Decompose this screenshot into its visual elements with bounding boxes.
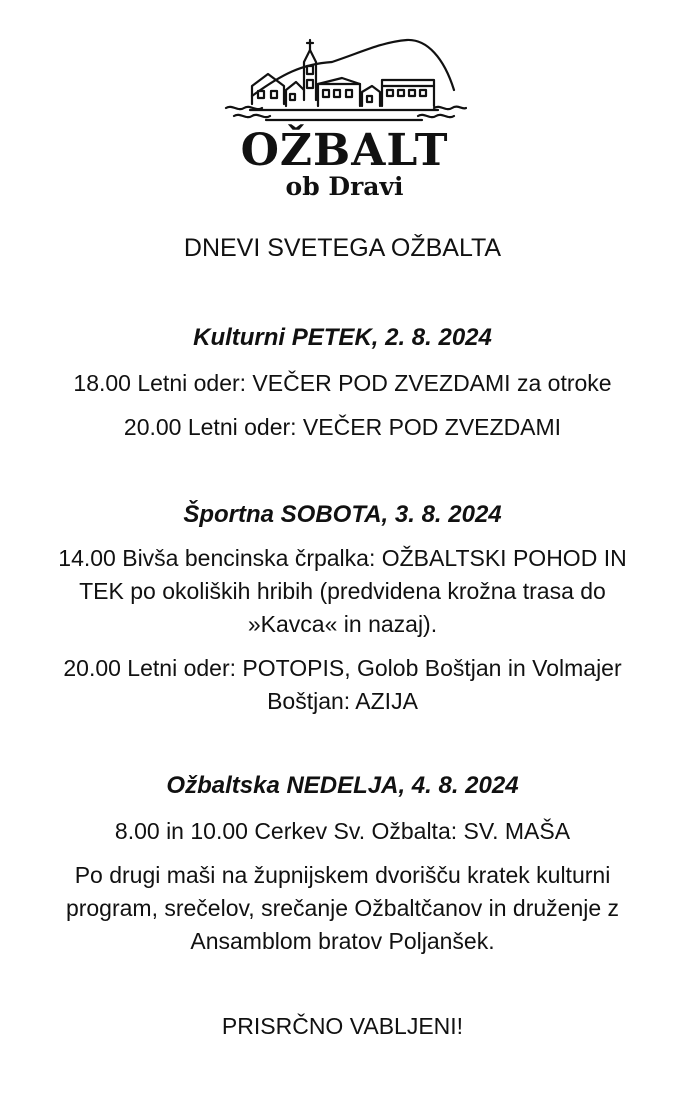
day-heading-sunday: Ožbaltska NEDELJA, 4. 8. 2024 [166, 772, 519, 799]
day-heading-friday: Kulturni PETEK, 2. 8. 2024 [193, 324, 492, 351]
page-title: DNEVI SVETEGA OŽBALTA [183, 234, 502, 262]
event-line: program, srečelov, srečanje Ožbaltčanov in druženje z [65, 895, 620, 921]
logo [222, 34, 467, 209]
event-line: Ansamblom bratov Poljanšek. [190, 928, 495, 954]
event-line: »Kavca« in nazaj). [247, 611, 438, 637]
event-line: 18.00 Letni oder: VEČER POD ZVEZDAMI za otroke [73, 370, 612, 396]
logo-subtitle: ob Dravi [285, 172, 404, 201]
event-line: 8.00 in 10.00 Cerkev Sv. Ožbalta: SV. MAŠA [114, 818, 571, 844]
event-line: Po drugi maši na župnijskem dvorišču kratek kulturni [74, 862, 611, 888]
event-line: 20.00 Letni oder: POTOPIS, Golob Boštjan in Volmajer [63, 655, 622, 681]
logo-name: OŽBALT [240, 125, 449, 176]
village-illustration [222, 34, 467, 134]
event-line: 14.00 Bivša bencinska črpalka: OŽBALTSKI POHOD IN [58, 545, 627, 571]
event-line: 20.00 Letni oder: VEČER POD ZVEZDAMI [123, 414, 562, 440]
day-heading-saturday: Športna SOBOTA, 3. 8. 2024 [183, 501, 502, 528]
closing-text: PRISRČNO VABLJENI! [221, 1013, 464, 1039]
event-line: Boštjan: AZIJA [267, 688, 418, 714]
event-line: TEK po okoliških hribih (predvidena krožna trasa do [79, 578, 606, 604]
